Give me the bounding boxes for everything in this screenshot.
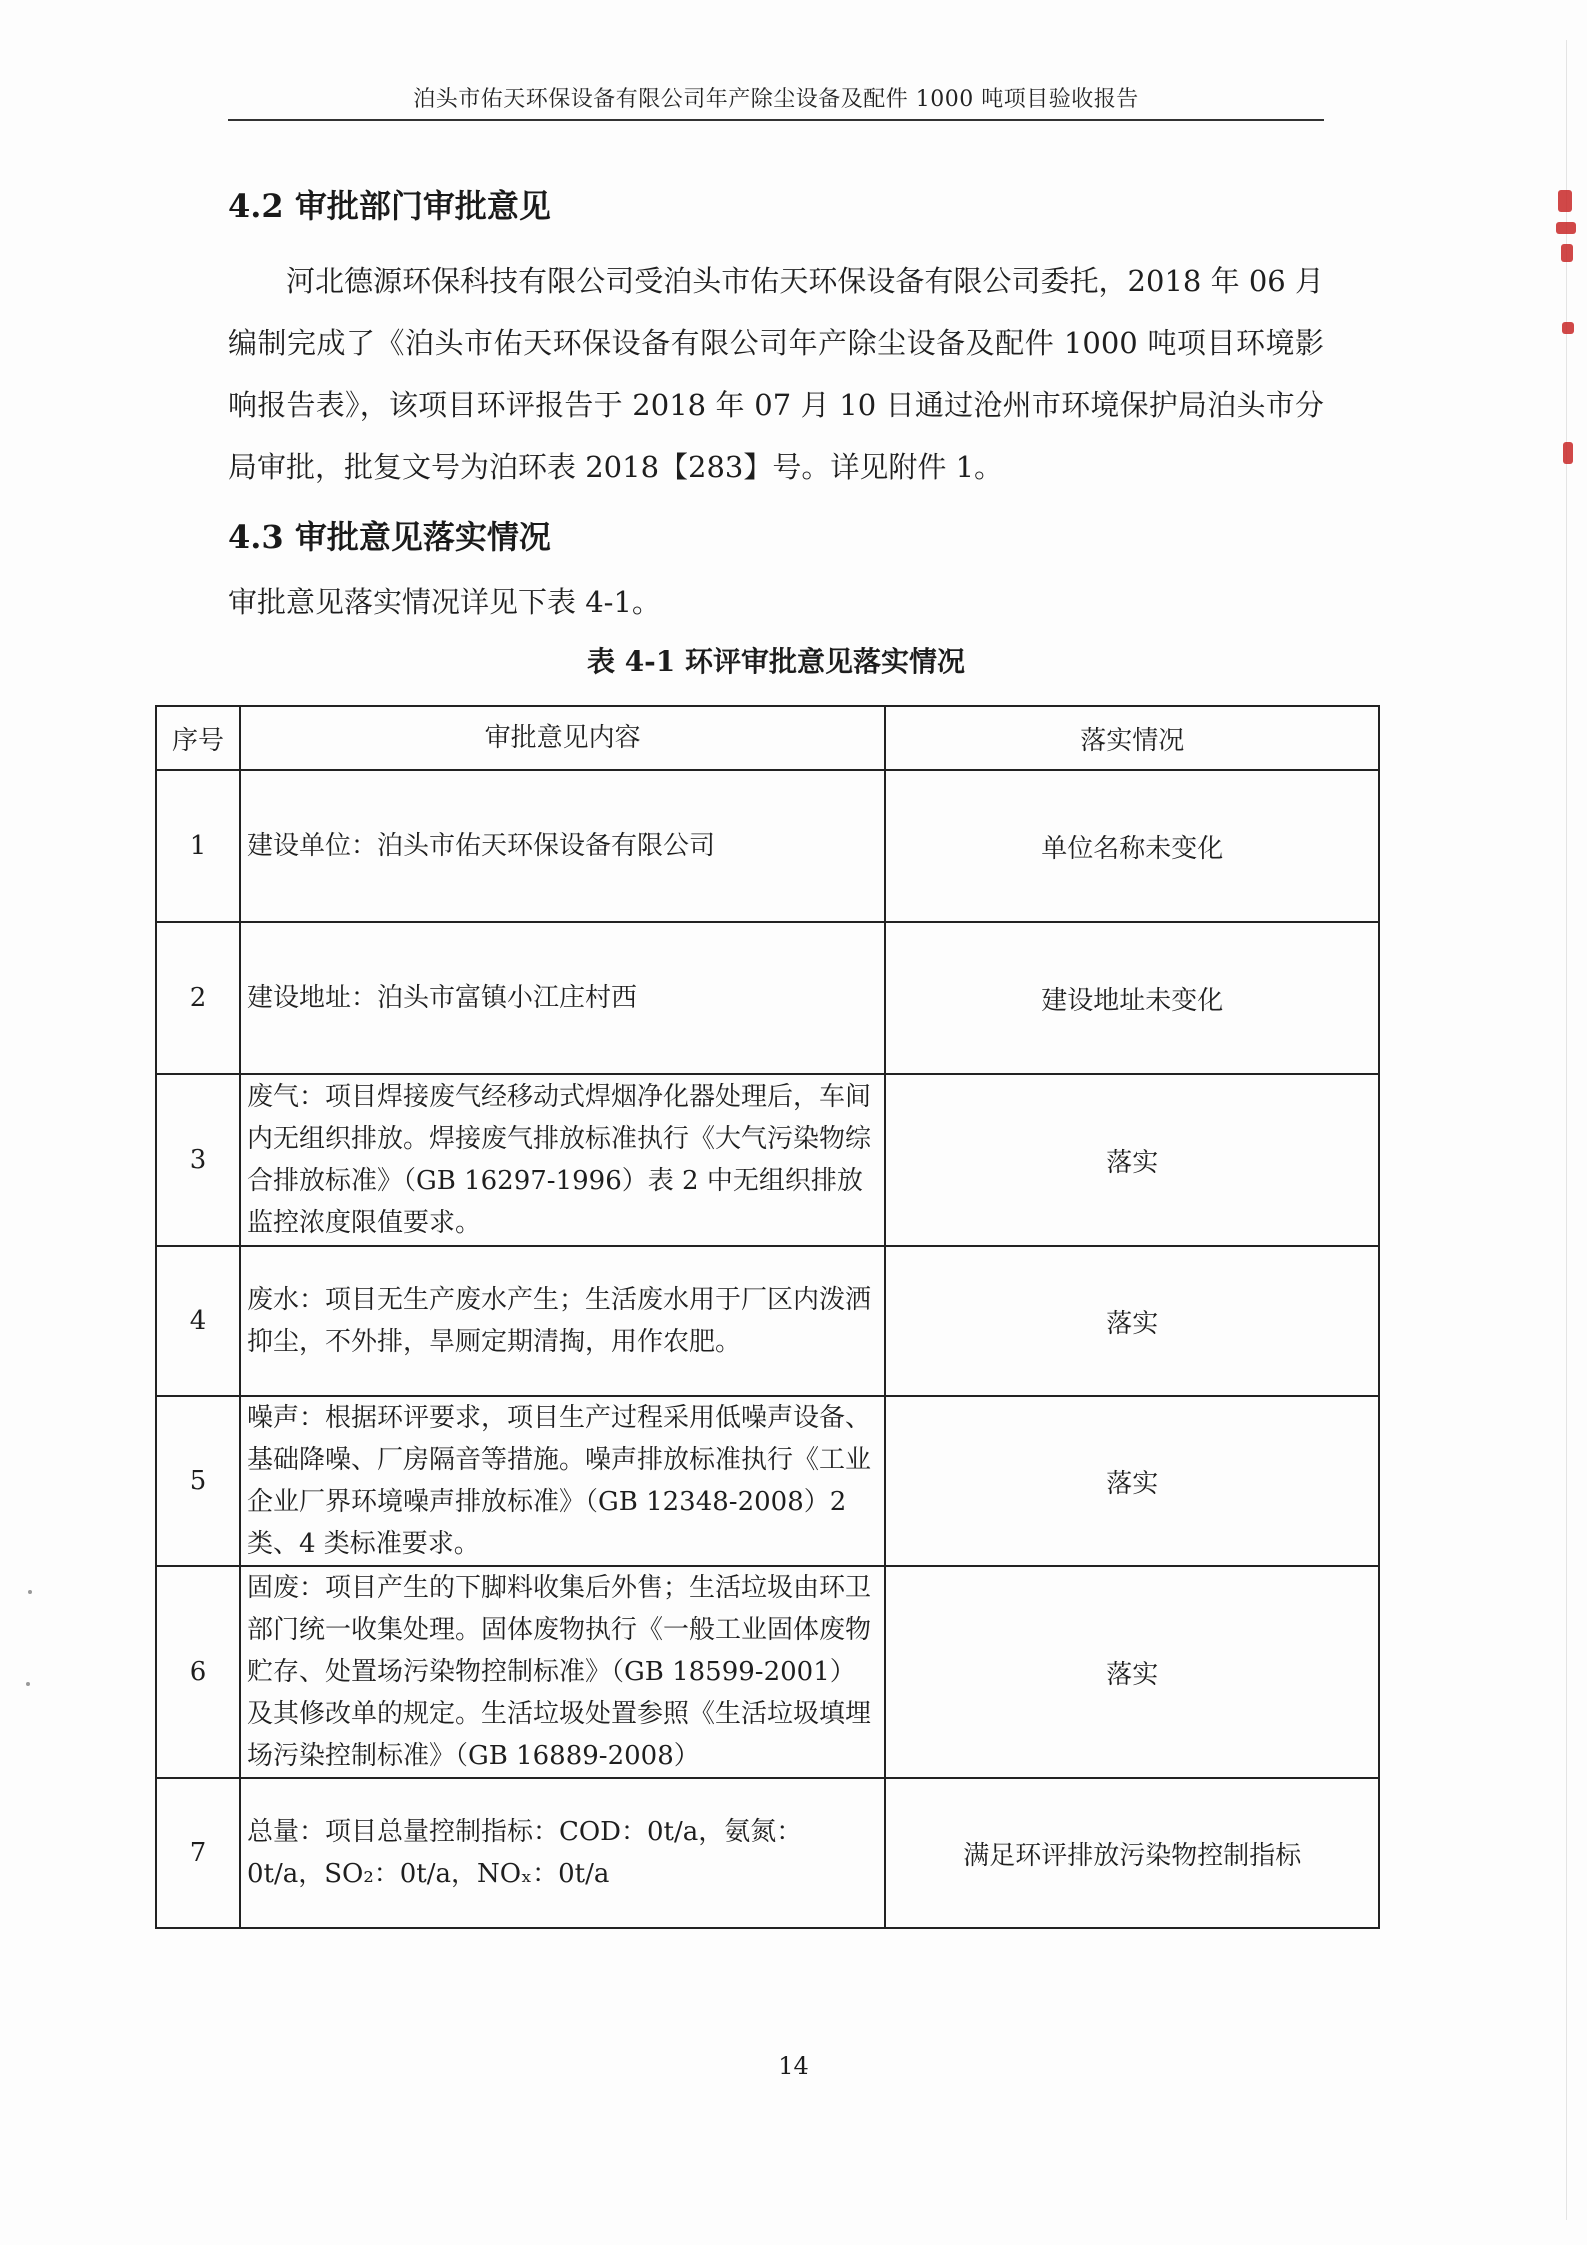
header-no: 序号 — [156, 706, 240, 770]
table-row — [156, 1074, 1379, 1246]
row-no: 1 — [156, 770, 240, 922]
table-row — [156, 1246, 1379, 1396]
scan-edge-line — [1566, 40, 1567, 2220]
section-heading-4-3: 4.3 审批意见落实情况 — [228, 518, 551, 556]
seal-fragment-3 — [1561, 244, 1573, 262]
table-row — [156, 1396, 1379, 1566]
row-content: 固废：项目产生的下脚料收集后外售；生活垃圾由环卫部门统一收集处理。固体废物执行《一般工业固体废物贮存、处置场污染物控制标准》（GB 18599-2001）及其修改单的规定。生活垃圾处置参照《生活垃圾填埋场污染控制标准》（GB 16889-2008） — [240, 1566, 885, 1778]
table-row — [156, 1566, 1379, 1778]
scan-speck — [26, 1682, 30, 1686]
row-content: 废水：项目无生产废水产生；生活废水用于厂区内泼洒抑尘，不外排，旱厕定期清掏，用作农肥。 — [240, 1246, 885, 1396]
row-result: 落实 — [885, 1246, 1379, 1396]
row-result: 落实 — [885, 1396, 1379, 1566]
row-no: 2 — [156, 922, 240, 1074]
row-content: 总量：项目总量控制指标：COD：0t/a，氨氮：0t/a，SO₂：0t/a，NOₓ：0t/a — [240, 1778, 885, 1928]
row-content: 建设单位：泊头市佑天环保设备有限公司 — [240, 770, 885, 922]
row-content: 废气：项目焊接废气经移动式焊烟净化器处理后，车间内无组织排放。焊接废气排放标准执行《大气污染物综合排放标准》（GB 16297-1996）表 2 中无组织排放监控浓度限值要求。 — [240, 1074, 885, 1246]
table-row — [156, 770, 1379, 922]
seal-fragment-1 — [1558, 190, 1572, 212]
section-4-3-paragraph: 审批意见落实情况详见下表 4-1。 — [228, 585, 661, 619]
header-content: 审批意见内容 — [240, 706, 885, 770]
row-no: 3 — [156, 1074, 240, 1246]
row-no: 4 — [156, 1246, 240, 1396]
row-no: 7 — [156, 1778, 240, 1928]
header-result: 落实情况 — [885, 706, 1379, 770]
table-row — [156, 1778, 1379, 1928]
section-4-2-paragraph: 河北德源环保科技有限公司受泊头市佑天环保设备有限公司委托，2018 年 06 月编制完成了《泊头市佑天环保设备有限公司年产除尘设备及配件 1000 吨项目环境影响报告表》，该项目环评报告于 2018 年 07 月 10 日通过沧州市环境保护局泊头市分局审批，批复文号为泊环表 2018【283】号。详见附件 1。 — [228, 264, 1324, 484]
seal-fragment-5 — [1563, 442, 1573, 464]
row-result: 单位名称未变化 — [885, 770, 1379, 922]
row-result: 建设地址未变化 — [885, 922, 1379, 1074]
approval-table — [155, 705, 1380, 1929]
section-heading-4-2: 4.2 审批部门审批意见 — [228, 187, 551, 225]
scan-speck — [28, 1590, 32, 1594]
running-header: 泊头市佑天环保设备有限公司年产除尘设备及配件 1000 吨项目验收报告 — [228, 82, 1324, 121]
row-content: 噪声：根据环评要求，项目生产过程采用低噪声设备、基础降噪、厂房隔音等措施。噪声排放标准执行《工业企业厂界环境噪声排放标准》（GB 12348-2008）2 类、4 类标准要求。 — [240, 1396, 885, 1566]
table-header-row — [156, 706, 1379, 770]
row-result: 落实 — [885, 1566, 1379, 1778]
seal-fragment-2 — [1556, 222, 1576, 234]
table-row — [156, 922, 1379, 1074]
row-result: 落实 — [885, 1074, 1379, 1246]
row-result: 满足环评排放污染物控制指标 — [885, 1778, 1379, 1928]
row-no: 5 — [156, 1396, 240, 1566]
table-caption: 表 4-1 环评审批意见落实情况 — [586, 645, 966, 678]
row-content: 建设地址：泊头市富镇小江庄村西 — [240, 922, 885, 1074]
page-number: 14 — [778, 2052, 809, 2080]
seal-fragment-4 — [1562, 322, 1574, 334]
row-no: 6 — [156, 1566, 240, 1778]
